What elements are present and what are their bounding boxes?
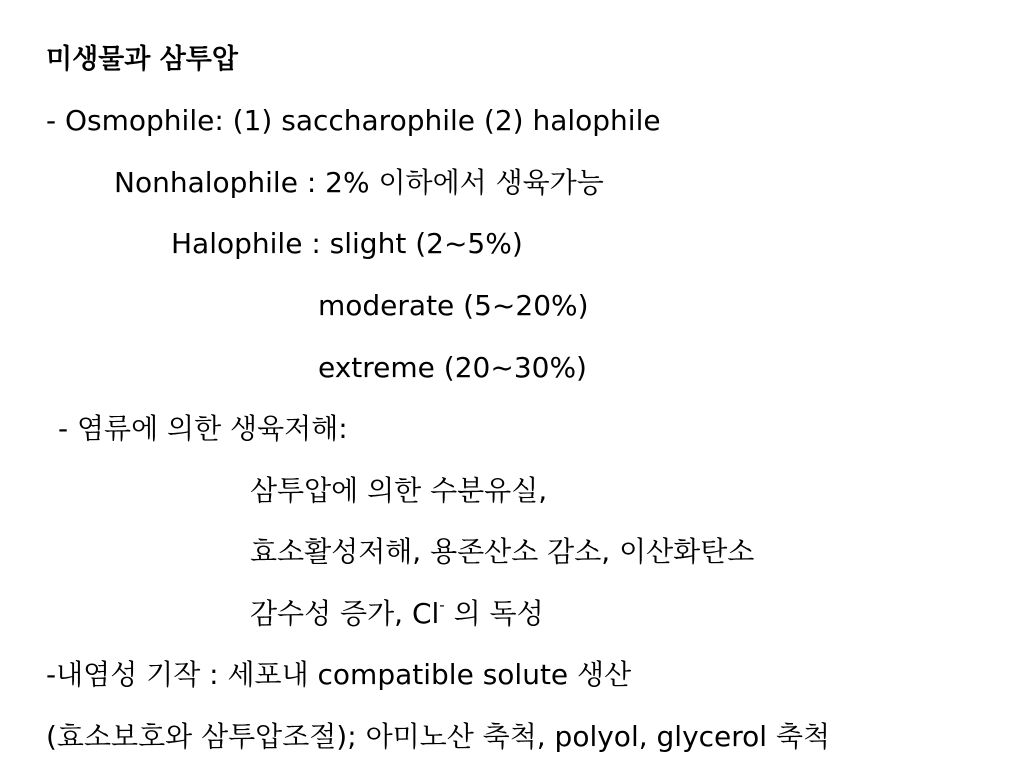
text-line-chloride-toxicity [250, 597, 544, 631]
text-line-moderate: moderate (5~20%) [318, 289, 589, 322]
text-line-water-loss: 삼투압에 의한 수분유실, [250, 474, 548, 507]
text-line-extreme: extreme (20~30%) [318, 351, 587, 384]
text-line-osmophile: - Osmophile: (1) saccharophile (2) halophile [46, 104, 661, 137]
text-line-growth-inhibition: - 염류에 의한 생육저해: [58, 412, 348, 445]
text-line-enzyme-protection: (효소보호와 삼투압조절); 아미노산 축척, polyol, glycerol 축척 [46, 720, 831, 753]
text-line-halotolerance-mechanism: -내염성 기작 : 세포내 compatible solute 생산 [46, 658, 632, 691]
text-line-enzyme-inhibition: 효소활성저해, 용존산소 감소, 이산화탄소 [250, 535, 755, 568]
text-line-nonhalophile: Nonhalophile : 2% 이하에서 생육가능 [114, 166, 604, 199]
slide-title: 미생물과 삼투압 [46, 44, 238, 75]
chloride-line-before: 감수성 증가, Cl [250, 597, 440, 630]
chloride-line-after: 의 독성 [444, 597, 544, 630]
text-line-halophile: Halophile : slight (2~5%) [171, 227, 523, 260]
chloride-superscript: - [439, 595, 445, 614]
